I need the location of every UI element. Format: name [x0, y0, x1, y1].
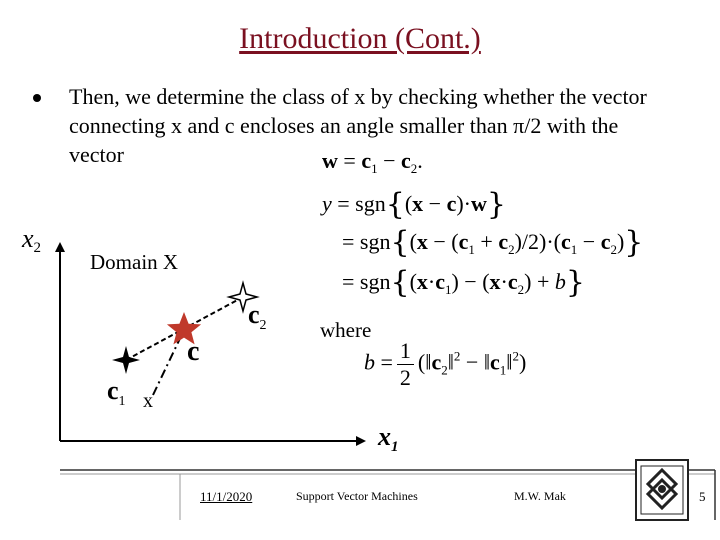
x-point-label: x	[143, 390, 153, 412]
equation-line-3: = $sgn\{(x\cdot c_1) - (x\cdot c_2) + b\}$	[342, 265, 585, 300]
equation-w-definition: $w = c_1 - c_2$.	[322, 148, 423, 176]
c-label: c	[187, 336, 200, 367]
footer-course: Support Vector Machines	[296, 489, 418, 503]
where-label: where	[320, 318, 372, 342]
university-logo-icon	[636, 460, 688, 520]
footer-date: 11/1/2020	[200, 489, 253, 504]
footer-author: M.W. Mak	[514, 489, 566, 503]
axis-y-label: x2	[22, 224, 42, 256]
equation-line-1: y = sgn{(x − c)·w}	[322, 187, 506, 222]
c1-label: $c_1$	[107, 376, 126, 409]
page-number: 5	[699, 489, 706, 504]
slide-title: Introduction (Cont.)	[239, 22, 481, 55]
bullet-text: Then, we determine the class of x by checking whether the vector connecting x and c encloses an angle smaller than π/2 with the vector	[69, 84, 647, 167]
equation-b-definition: b = $\frac{1}{2}$ ($‖c_2‖^2$ − $‖c_1‖^2$)	[364, 338, 527, 390]
equation-line-2: = $sgn\{(x - (c_1 + c_2)/2)\cdot(c_1 - c_2)\}$	[342, 225, 644, 260]
axis-x-label: $x_1$	[378, 422, 399, 455]
domain-label: Domain X	[90, 250, 179, 274]
c2-label: $c_2$	[248, 300, 267, 333]
